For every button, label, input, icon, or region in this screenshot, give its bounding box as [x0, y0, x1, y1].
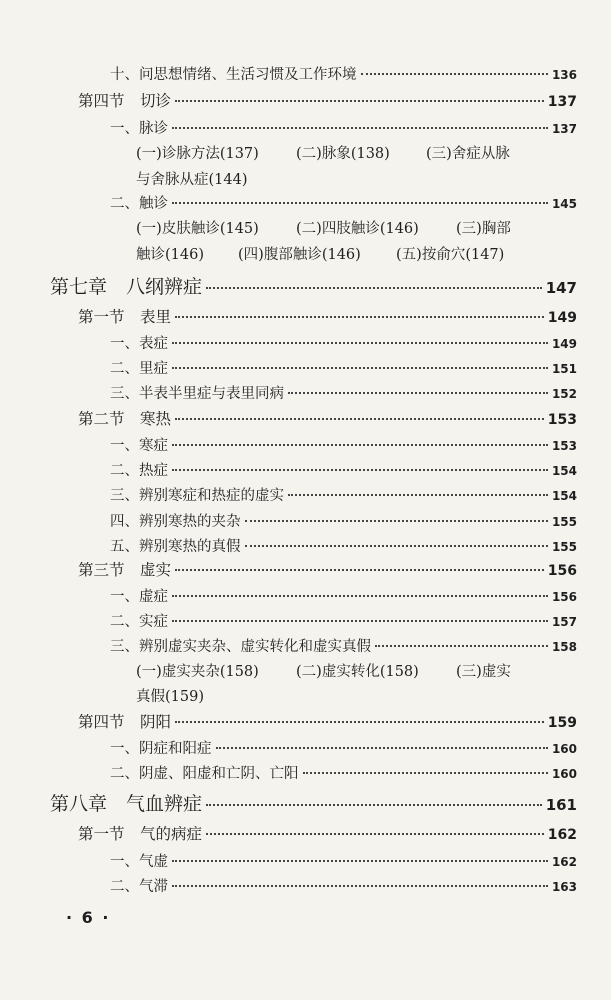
dot-leader: [303, 772, 548, 774]
toc-chapter: [50, 789, 577, 816]
toc-subentry: (四)腹部触诊(146): [238, 247, 361, 263]
toc-entry-page: 136: [551, 68, 577, 82]
dot-leader: [175, 316, 544, 318]
toc-section-page: 159: [547, 715, 577, 731]
toc-entry-label: 一、表症: [110, 336, 168, 352]
toc-entry-label: 三、半表半里症与表里同病: [110, 386, 284, 402]
toc-entry: [110, 357, 577, 378]
dot-leader: [172, 202, 548, 204]
toc-entry-page: 160: [551, 767, 577, 781]
toc-section-label: 第四节 切诊: [78, 92, 172, 110]
toc-section-page: 149: [547, 310, 577, 326]
toc-section-page: 137: [547, 94, 577, 110]
toc-section: [78, 710, 577, 732]
toc-entry-page: 154: [551, 489, 577, 503]
toc-entry-page: 158: [551, 640, 577, 654]
toc-subentry: (一)虚实夹杂(158): [136, 664, 259, 680]
toc-section: [78, 407, 577, 429]
toc-section-label: 第三节 虚实: [78, 561, 172, 579]
toc-entry: [110, 332, 577, 353]
toc-entry: [110, 434, 577, 455]
dot-leader: [175, 100, 544, 102]
toc-entry: [110, 382, 577, 403]
toc-entry: [110, 117, 577, 138]
toc-entry: [110, 484, 577, 505]
toc-subentry: (三)胸部: [456, 221, 511, 237]
toc-subentry: (二)四肢触诊(146): [296, 221, 419, 237]
dot-leader: [172, 367, 548, 369]
dot-leader: [172, 620, 548, 622]
dot-leader: [172, 444, 548, 446]
toc-section: [78, 89, 577, 111]
toc-entry-page: 162: [551, 855, 577, 869]
toc-section-page: 153: [547, 412, 577, 428]
toc-subentry: (三)舍症从脉: [426, 146, 510, 162]
toc-entry-page: 155: [551, 515, 577, 529]
toc-subentry: 触诊(146): [136, 247, 204, 263]
dot-leader: [288, 392, 548, 394]
toc-chapter-page: 147: [545, 279, 577, 297]
toc-subentry: (一)皮肤触诊(145): [136, 221, 259, 237]
toc-section-page: 162: [547, 827, 577, 843]
toc-entry-label: 四、辨别寒热的夹杂: [110, 514, 241, 530]
toc-entry: [110, 459, 577, 480]
toc-section: [78, 822, 577, 844]
dot-leader: [172, 860, 548, 862]
toc-section-label: 第一节 气的病症: [78, 825, 203, 843]
toc-entry-label: 三、辨别虚实夹杂、虚实转化和虚实真假: [110, 639, 371, 655]
toc-subentry: (三)虚实: [456, 664, 511, 680]
toc-entry: [110, 192, 577, 213]
page-number: · 6 ·: [66, 908, 111, 927]
toc-entry: [110, 875, 577, 896]
dot-leader: [245, 545, 548, 547]
dot-leader: [172, 469, 548, 471]
toc-subentry: (二)脉象(138): [296, 146, 390, 162]
dot-leader: [172, 885, 548, 887]
toc-entry: [110, 737, 577, 758]
toc-entry-page: 152: [551, 387, 577, 401]
toc-entry: [110, 510, 577, 531]
toc-entry: [110, 762, 577, 783]
toc-entry-page: 149: [551, 337, 577, 351]
toc-entry-page: 157: [551, 615, 577, 629]
dot-leader: [175, 569, 544, 571]
toc-section-label: 第二节 寒热: [78, 410, 172, 428]
toc-entry: [110, 850, 577, 871]
toc-entry-page: 155: [551, 540, 577, 554]
toc-section-page: 156: [547, 563, 577, 579]
dot-leader: [175, 721, 544, 723]
toc-entry-label: 五、辨别寒热的真假: [110, 539, 241, 555]
toc-entry-label: 二、阴虚、阳虚和亡阴、亡阳: [110, 766, 299, 782]
toc-entry-label: 一、气虚: [110, 854, 168, 870]
toc-entry-page: 153: [551, 439, 577, 453]
toc-subentry: 与舍脉从症(144): [136, 172, 248, 188]
toc-chapter: [50, 272, 577, 299]
dot-leader: [206, 804, 542, 806]
toc-entry: [110, 535, 577, 556]
dot-leader: [288, 494, 548, 496]
toc-entry-label: 二、实症: [110, 614, 168, 630]
toc-entry-label: 一、阴症和阳症: [110, 741, 212, 757]
toc-entry: [110, 635, 577, 656]
dot-leader: [175, 418, 544, 420]
toc-entry-label: 一、虚症: [110, 589, 168, 605]
toc-entry: [110, 585, 577, 606]
toc-entry-label: 三、辨别寒症和热症的虚实: [110, 488, 284, 504]
toc-subentry: (五)按俞穴(147): [396, 247, 505, 263]
toc-chapter-label: 第七章 八纲辨症: [50, 276, 203, 298]
toc-entry-page: 154: [551, 464, 577, 478]
dot-leader: [172, 127, 548, 129]
dot-leader: [206, 287, 542, 289]
toc-entry-label: 一、脉诊: [110, 121, 168, 137]
toc-entry-label: 二、气滞: [110, 879, 168, 895]
toc-section: [78, 558, 577, 580]
dot-leader: [172, 342, 548, 344]
dot-leader: [206, 833, 544, 835]
toc-entry-label: 二、触诊: [110, 196, 168, 212]
toc-entry-page: 151: [551, 362, 577, 376]
toc-entry: [110, 63, 577, 84]
toc-entry-page: 163: [551, 880, 577, 894]
dot-leader: [172, 595, 548, 597]
toc-entry-label: 二、里症: [110, 361, 168, 377]
dot-leader: [375, 645, 548, 647]
toc-entry-label: 二、热症: [110, 463, 168, 479]
toc-subentry: 真假(159): [136, 689, 204, 705]
toc-entry-page: 137: [551, 122, 577, 136]
toc-entry-label: 十、问思想情绪、生活习惯及工作环境: [110, 67, 357, 83]
toc-entry-page: 156: [551, 590, 577, 604]
toc-chapter-label: 第八章 气血辨症: [50, 793, 203, 815]
dot-leader: [216, 747, 548, 749]
toc-entry-page: 160: [551, 742, 577, 756]
dot-leader: [361, 73, 548, 75]
toc-subentry: (一)诊脉方法(137): [136, 146, 259, 162]
toc-section-label: 第一节 表里: [78, 308, 172, 326]
toc-section-label: 第四节 阴阳: [78, 713, 172, 731]
toc-chapter-page: 161: [545, 796, 577, 814]
toc-entry: [110, 610, 577, 631]
toc-section: [78, 305, 577, 327]
dot-leader: [245, 520, 548, 522]
toc-entry-label: 一、寒症: [110, 438, 168, 454]
toc-subentry: (二)虚实转化(158): [296, 664, 419, 680]
toc-entry-page: 145: [551, 197, 577, 211]
